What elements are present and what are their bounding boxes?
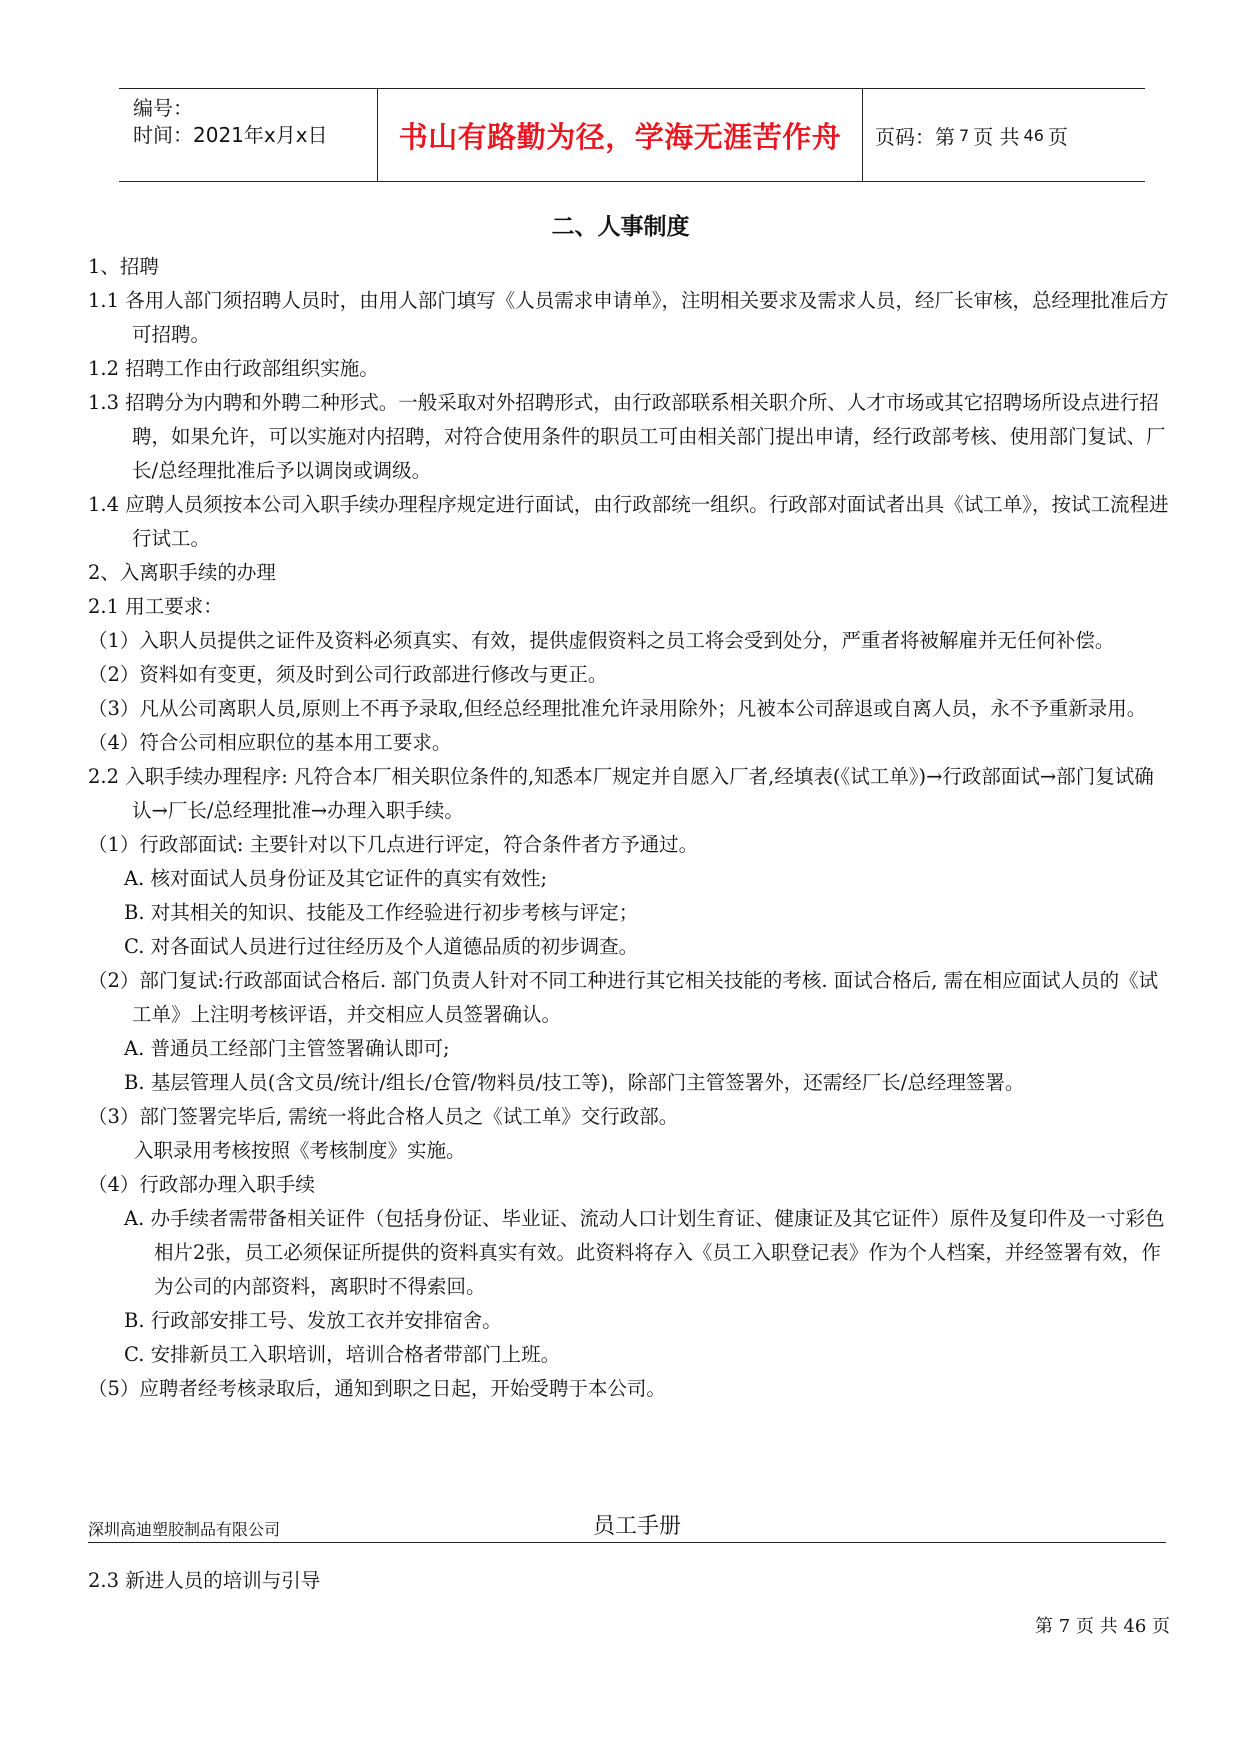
page-footer	[88, 1512, 1166, 1543]
page-mid: 页 共	[973, 124, 1020, 149]
paragraph: （1）行政部面试: 主要针对以下几点进行评定，符合条件者方予通过。	[88, 833, 699, 856]
document-header	[119, 88, 1145, 182]
footer-company: 深圳高迪塑胶制品有限公司	[88, 1520, 281, 1539]
paragraph: （4）符合公司相应职位的基本用工要求。	[88, 731, 452, 754]
page-title: 二、人事制度	[551, 213, 690, 240]
paragraph: 2.2 入职手续办理程序: 凡符合本厂相关职位条件的,知悉本厂规定并自愿入厂者,经填表(《试工单》)→行政部面试→部门复试确认→厂长/总经理批准→办理入职手续。	[88, 765, 1154, 822]
header-meta	[119, 89, 378, 181]
paragraph: （3）部门签署完毕后, 需统一将此合格人员之《试工单》交行政部。	[88, 1105, 679, 1128]
paragraph: B. 基层管理人员(含文员/统计/组长/仓管/物料员/技工等)，除部门主管签署外，还需经厂长/总经理签署。	[124, 1071, 1025, 1094]
section-heading-2-3: 2.3 新进人员的培训与引导	[88, 1569, 321, 1592]
page-end: 页	[1047, 124, 1068, 149]
paragraph: （4）行政部办理入职手续	[88, 1173, 315, 1196]
footer-handbook: 员工手册	[593, 1514, 682, 1539]
paragraph: 入职录用考核按照《考核制度》实施。	[134, 1139, 466, 1162]
header-motto: 书山有路勤为径，学海无涯苦作舟	[378, 89, 863, 181]
page-number: 第 7 页 共 46 页	[1035, 1616, 1170, 1637]
paragraph: B. 行政部安排工号、发放工衣并安排宿舍。	[124, 1309, 502, 1332]
paragraph: 2、入离职手续的办理	[88, 561, 276, 584]
paragraph: （2）部门复试:行政部面试合格后. 部门负责人针对不同工种进行其它相关技能的考核. 面试合格后, 需在相应面试人员的《试工单》上注明考核评语，并交相应人员签署确认。	[88, 969, 1159, 1026]
paragraph: 2.1 用工要求：	[88, 595, 223, 618]
paragraph: 1.1 各用人部门须招聘人员时，由用人部门填写《人员需求申请单》，注明相关要求及需求人员，经厂长审核，总经理批准后方可招聘。	[88, 289, 1169, 346]
paragraph: 1、招聘	[88, 255, 159, 278]
time-label: 时间：2021年x月x日	[133, 123, 328, 147]
paragraph: A. 普通员工经部门主管签署确认即可;	[124, 1037, 450, 1060]
paragraph: （5）应聘者经考核录取后，通知到职之日起，开始受聘于本公司。	[88, 1377, 666, 1400]
paragraph: A. 办手续者需带备相关证件（包括身份证、毕业证、流动人口计划生育证、健康证及其它证件）原件及复印件及一寸彩色相片2张，员工必须保证所提供的资料真实有效。此资料将存入《员工入职登记表》作为个人档案，并经签署有效，作为公司的内部资料，离职时不得索回。	[124, 1207, 1165, 1298]
paragraph: 1.2 招聘工作由行政部组织实施。	[88, 357, 379, 380]
paragraph: 1.4 应聘人员须按本公司入职手续办理程序规定进行面试，由行政部统一组织。行政部对面试者出具《试工单》，按试工流程进行试工。	[88, 493, 1169, 550]
paragraph: （3）凡从公司离职人员,原则上不再予录取,但经总经理批准允许录用除外；凡被本公司辞退或自离人员，永不予重新录用。	[88, 697, 1147, 720]
page-total: 46	[1023, 125, 1044, 145]
page-current: 7	[959, 125, 970, 145]
paragraph: （2）资料如有变更，须及时到公司行政部进行修改与更正。	[88, 663, 608, 686]
paragraph: （1）入职人员提供之证件及资料必须真实、有效，提供虚假资料之员工将会受到处分，严重者将被解雇并无任何补偿。	[88, 629, 1115, 652]
paragraph: 1.3 招聘分为内聘和外聘二种形式。一般采取对外招聘形式，由行政部联系相关职介所、人才市场或其它招聘场所设点进行招聘，如果允许，可以实施对内招聘，对符合使用条件的职员工可由相关部门提出申请，经行政部考核、使用部门复试、厂长/总经理批准后予以调岗或调级。	[88, 391, 1166, 482]
paragraph: C. 安排新员工入职培训，培训合格者带部门上班。	[124, 1343, 561, 1366]
header-page-info	[863, 89, 1145, 181]
paragraph: A. 核对面试人员身份证及其它证件的真实有效性;	[124, 867, 548, 890]
paragraph: B. 对其相关的知识、技能及工作经验进行初步考核与评定；	[124, 901, 639, 924]
page-label: 页码：第	[875, 124, 955, 149]
paragraph: C. 对各面试人员进行过往经历及个人道德品质的初步调查。	[124, 935, 639, 958]
number-label: 编号：	[133, 96, 193, 120]
document-body	[88, 250, 1173, 1406]
